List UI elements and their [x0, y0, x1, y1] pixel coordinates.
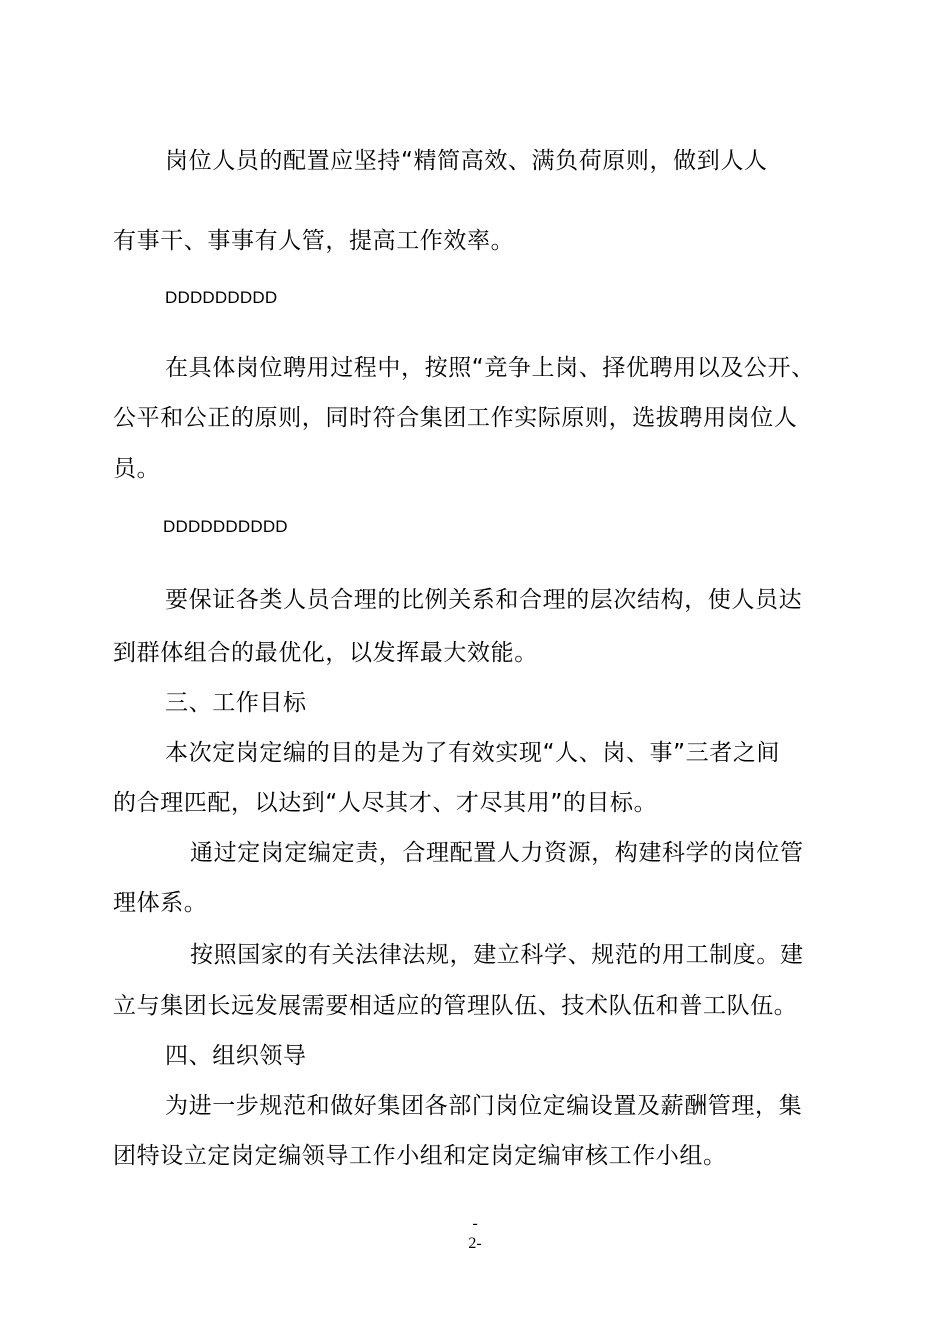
- paragraph-line: 理体系。: [113, 890, 208, 916]
- section-heading: 三、工作目标: [165, 690, 307, 716]
- paragraph-line: 通过定岗定编定责，合理配置人力资源，构建科学的岗位管: [190, 840, 804, 866]
- paragraph-line: 公平和公正的原则，同时符合集团工作实际原则，选拔聘用岗位人: [113, 405, 798, 431]
- paragraph-line: 按照国家的有关法律法规，建立科学、规范的用工制度。建: [190, 942, 804, 968]
- placeholder-marker: DDDDDDDDD: [165, 288, 278, 307]
- paragraph-line: 在具体岗位聘用过程中，按照“竞争上岗、择优聘用以及公开、: [165, 355, 815, 381]
- paragraph-line: 团特设立定岗定编领导工作小组和定岗定编审核工作小组。: [113, 1143, 727, 1169]
- paragraph-line: 要保证各类人员合理的比例关系和合理的层次结构，使人员达: [165, 587, 803, 613]
- paragraph-line: 的合理匹配，以达到“人尽其才、才尽其用”的目标。: [113, 790, 658, 816]
- page-footer-dash: -: [472, 1215, 478, 1232]
- paragraph-line: 本次定岗定编的目的是为了有效实现“人、岗、事”三者之间: [165, 740, 781, 766]
- page-number: 2-: [468, 1235, 482, 1252]
- paragraph-line: 岗位人员的配置应坚持“精简高效、满负荷原则，做到人人: [165, 148, 768, 174]
- paragraph-line: 员。: [113, 456, 161, 482]
- paragraph-line: 立与集团长远发展需要相适应的管理队伍、技术队伍和普工队伍。: [113, 993, 798, 1019]
- paragraph-line: 为进一步规范和做好集团各部门岗位定编设置及薪酬管理，集: [165, 1093, 803, 1119]
- paragraph-line: 有事干、事事有人管，提高工作效率。: [113, 228, 515, 254]
- paragraph-line: 到群体组合的最优化，以发挥最大效能。: [113, 640, 538, 666]
- section-heading: 四、组织领导: [165, 1043, 307, 1069]
- placeholder-marker: DDDDDDDDDD: [163, 517, 288, 536]
